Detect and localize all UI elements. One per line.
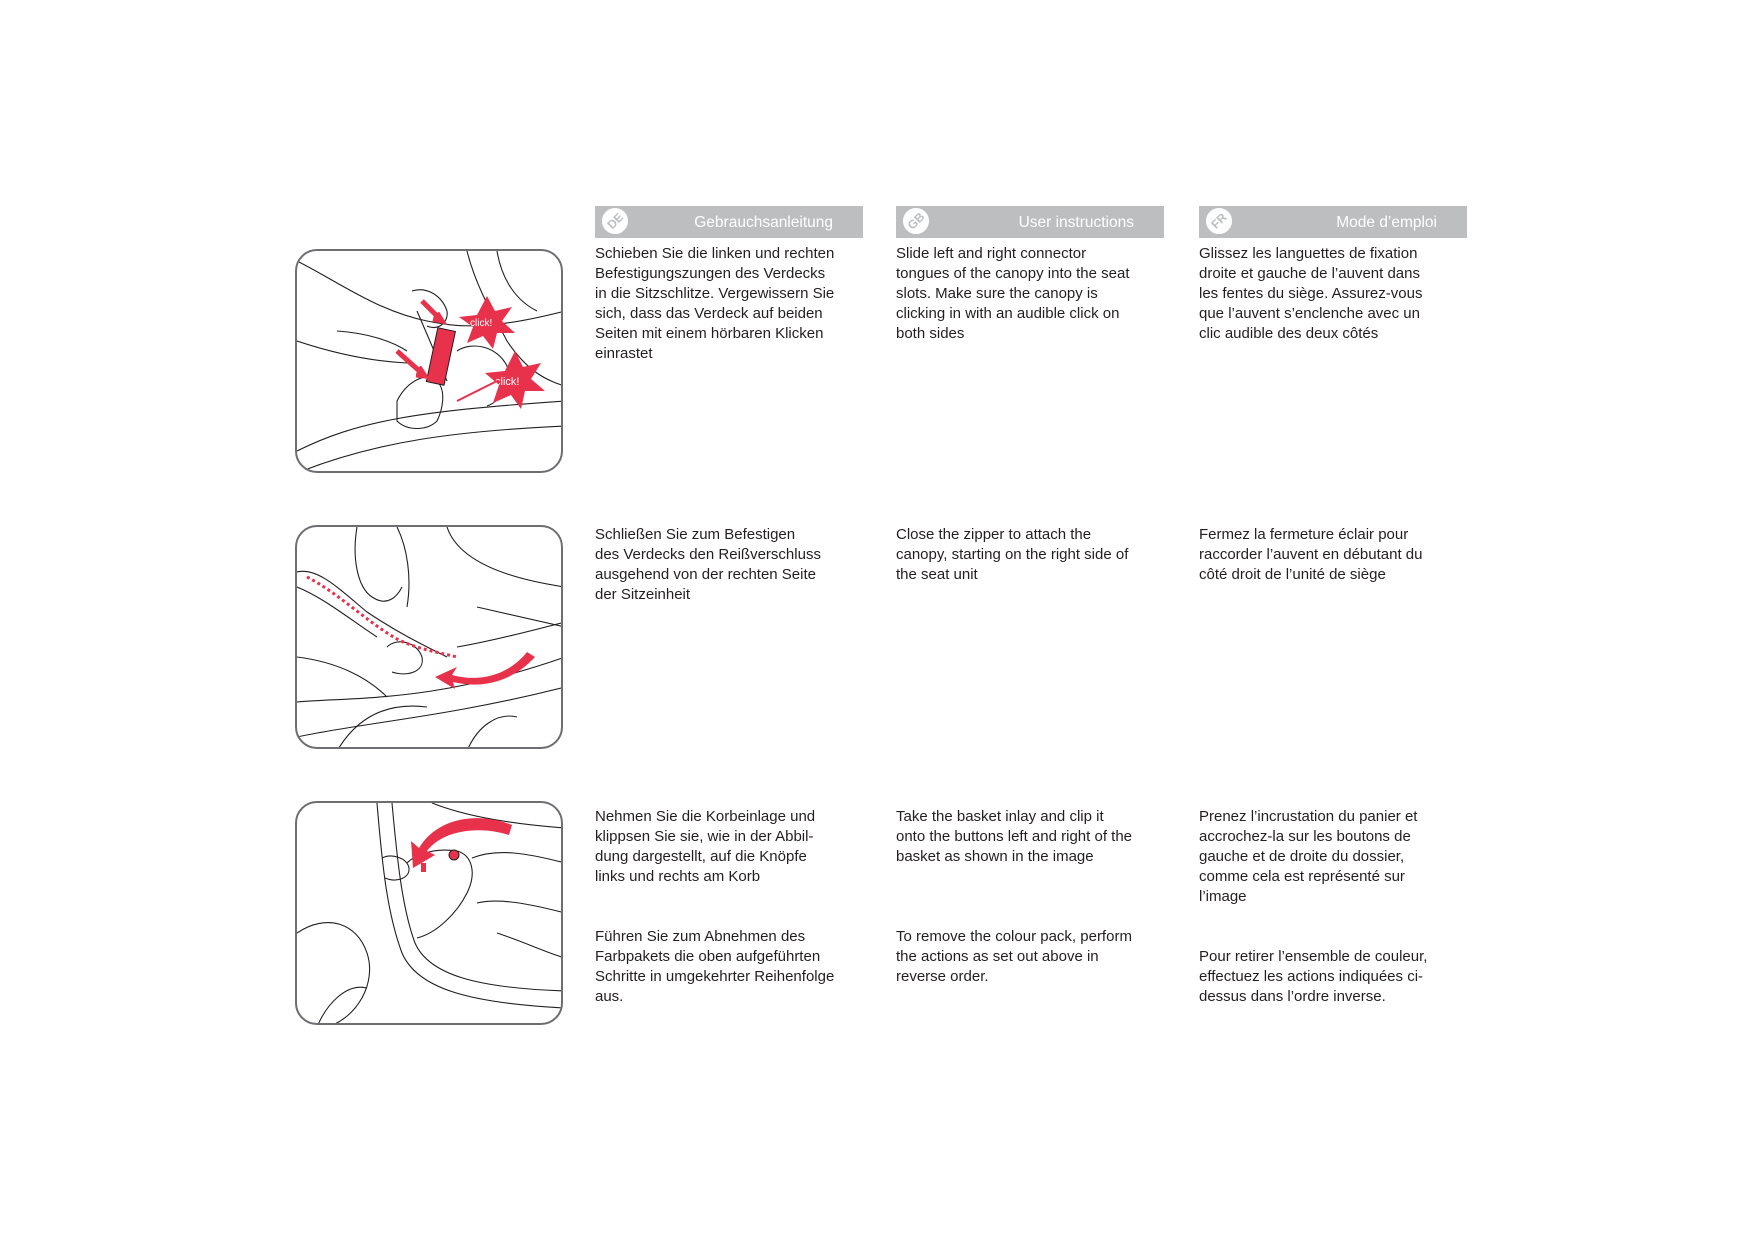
click-markers <box>297 251 563 473</box>
removal-de: Führen Sie zum Abnehmen des Farbpakets die oben aufgeführten Schritte in umgekehrter Reihenfolge aus. <box>595 928 835 1005</box>
arrow-icon <box>457 381 497 401</box>
header-gb-title: User instructions <box>1018 214 1134 231</box>
curved-arrow-icon <box>435 652 535 689</box>
step-3-de: Nehmen Sie die Korbeinlage und klippsen Sie sie, wie in der Abbil- dung dargestellt, auf die Knöpfe links und rechts am Korb <box>595 808 816 885</box>
header-de-title: Gebrauchsanleitung <box>694 214 833 231</box>
basket-inlay-illustration <box>295 801 563 1025</box>
step-1-fr: Glissez les languettes de ﬁxation droite et gauche de l’auvent dans les fentes du siège. Assurez-vous que l’auvent s’enclenche avec un clic audible des deux côtés <box>1199 245 1423 342</box>
header-gb <box>896 206 1164 238</box>
step-2-de: Schließen Sie zum Befestigen des Verdecks den Reißverschluss ausgehend von der rechten Seite der Sitzeinheit <box>595 526 821 603</box>
zipper-markers <box>297 527 563 749</box>
canopy-connector-illustration <box>295 249 563 473</box>
step-2-fr: Fermez la fermeture éclair pour raccorder l’auvent en débutant du côté droit de l’unité de siège <box>1199 526 1423 583</box>
step-3-fr: Prenez l’incrustation du panier et accrochez-la sur les boutons de gauche et de droite du dossier, comme cela est représenté sur l’image <box>1199 808 1418 905</box>
removal-gb: To remove the colour pack, perform the actions as set out above in reverse order. <box>896 928 1132 985</box>
badge-de-code: DE <box>604 210 626 232</box>
badge-fr-code: FR <box>1208 210 1230 232</box>
badge-gb-code: GB <box>904 209 928 233</box>
connector-tongue <box>426 328 455 386</box>
step-2-gb: Close the zipper to attach the canopy, starting on the right side of the seat unit <box>896 526 1129 583</box>
button-icon <box>449 850 459 860</box>
header-de <box>595 206 863 238</box>
arrow-icon <box>397 351 425 376</box>
zipper-track <box>307 577 457 657</box>
step-1-de: Schieben Sie die linken und rechten Befestigungszungen des Verdecks in die Sitzschlitze. Vergewissern Sie sich, dass das Verdeck auf beiden Seiten mit einem hörbaren Klicken einrastet <box>595 245 835 362</box>
badge-fr <box>1204 206 1234 236</box>
step-1-gb: Slide left and right connector tongues of the canopy into the seat slots. Make sure the canopy is clicking in with an audible click on both sides <box>896 245 1130 342</box>
arrow-icon <box>422 301 442 321</box>
header-fr-title: Mode d’emploi <box>1336 214 1437 231</box>
header-fr <box>1199 206 1467 238</box>
zipper-illustration <box>295 525 563 749</box>
curved-arrow-icon <box>411 818 512 868</box>
click-label-2: click! <box>495 376 520 388</box>
badge-de <box>600 206 630 236</box>
click-label-1: click! <box>470 318 493 329</box>
removal-fr: Pour retirer l’ensemble de couleur, effectuez les actions indiquées ci- dessus dans l’ordre inverse. <box>1199 948 1428 1005</box>
basket-markers <box>297 803 563 1025</box>
clip-marker <box>421 863 426 872</box>
step-3-gb: Take the basket inlay and clip it onto the buttons left and right of the basket as shown in the image <box>896 808 1133 865</box>
badge-gb <box>901 206 931 236</box>
